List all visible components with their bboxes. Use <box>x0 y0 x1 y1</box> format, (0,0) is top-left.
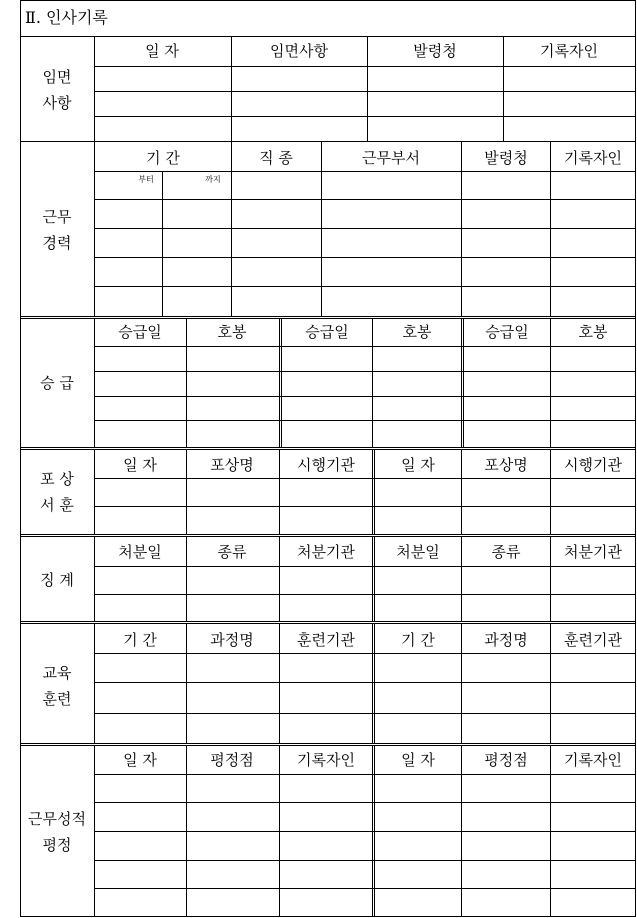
header-cell: 훈련기관 <box>564 631 622 649</box>
header-cell: 평정점 <box>484 751 528 769</box>
section-label-evaluation: 근무성적 평정 <box>28 810 86 854</box>
header-cell: 기록자인 <box>564 751 622 769</box>
header-cell: 포상명 <box>484 456 528 474</box>
section-label-discipline: 징 계 <box>40 571 74 589</box>
subheader-to: 까지 <box>205 175 221 184</box>
header-cell: 승급일 <box>118 323 162 341</box>
header-cell: 포상명 <box>210 456 254 474</box>
header-cell: 호봉 <box>402 323 432 341</box>
header-cell: 기 간 <box>146 149 180 167</box>
header-cell: 일 자 <box>145 42 179 60</box>
header-cell: 처분일 <box>118 543 162 561</box>
header-cell: 과정명 <box>484 631 528 649</box>
header-cell: 발령청 <box>413 42 457 60</box>
header-cell: 시행기관 <box>297 456 355 474</box>
header-cell: 근무부서 <box>362 149 420 167</box>
page-title: Ⅱ. 인사기록 <box>25 8 108 27</box>
header-cell: 훈련기관 <box>297 631 355 649</box>
section-label-career: 근무 경력 <box>42 208 72 252</box>
header-cell: 시행기관 <box>564 456 622 474</box>
header-cell: 종류 <box>217 543 247 561</box>
header-cell: 일 자 <box>401 751 435 769</box>
header-cell: 처분기관 <box>297 543 355 561</box>
section-label-appointment: 임면 사항 <box>42 68 72 112</box>
header-cell: 평정점 <box>210 751 254 769</box>
header-cell: 기록자인 <box>297 751 355 769</box>
header-cell: 일 자 <box>123 751 157 769</box>
section-label-training: 교육 훈련 <box>42 664 72 708</box>
header-cell: 기록자인 <box>564 149 622 167</box>
header-cell: 종류 <box>491 543 521 561</box>
header-cell: 직 종 <box>259 149 293 167</box>
header-cell: 기 간 <box>123 631 157 649</box>
header-cell: 승급일 <box>305 323 349 341</box>
header-cell: 호봉 <box>217 323 247 341</box>
header-cell: 처분일 <box>396 543 440 561</box>
section-label-award: 포 상 서 훈 <box>40 470 74 514</box>
header-cell: 기록자인 <box>540 42 598 60</box>
header-cell: 과정명 <box>210 631 254 649</box>
section-label-promotion: 승 급 <box>40 374 74 392</box>
header-cell: 처분기관 <box>564 543 622 561</box>
header-cell: 호봉 <box>578 323 608 341</box>
header-cell: 임면사항 <box>270 42 328 60</box>
subheader-from: 부터 <box>138 175 154 184</box>
header-cell: 발령청 <box>484 149 528 167</box>
header-cell: 일 자 <box>123 456 157 474</box>
header-cell: 일 자 <box>401 456 435 474</box>
header-cell: 기 간 <box>401 631 435 649</box>
header-cell: 승급일 <box>485 323 529 341</box>
